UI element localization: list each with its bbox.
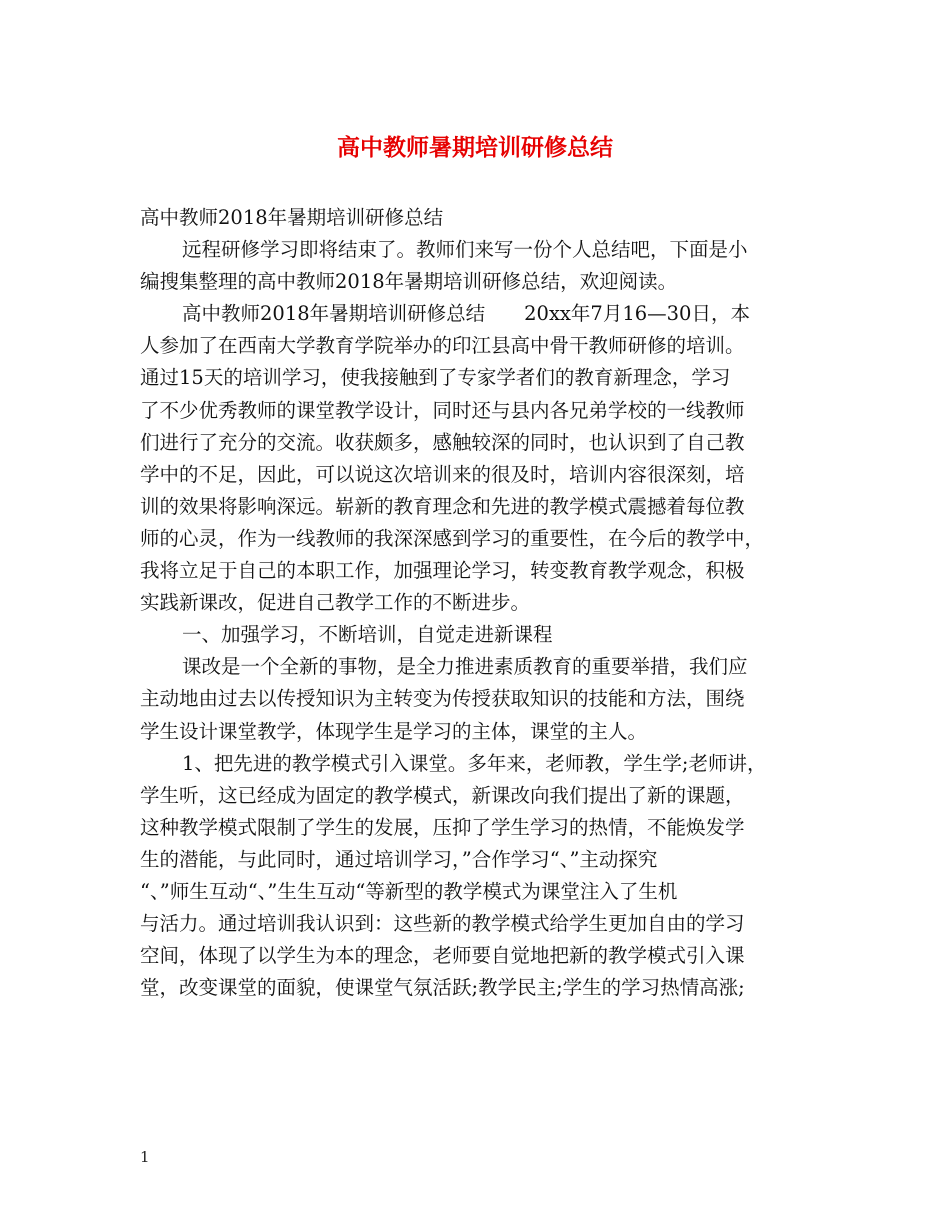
paragraph-line: 课改是一个全新的事物，是全力推进素质教育的重要举措，我们应 — [182, 655, 748, 679]
paragraph-line: 了不少优秀教师的课堂教学设计，同时还与县内各兄弟学校的一线教师 — [140, 398, 745, 422]
paragraph-line: 1、把先进的教学模式引入课堂。多年来，老师教，学生学;老师讲， — [182, 751, 767, 775]
paragraph-line: 空间，体现了以学生为本的理念，老师要自觉地把新的教学模式引入课 — [140, 944, 745, 968]
paragraph-line: 与活力。通过培训我认识到：这些新的教学模式给学生更加自由的学习 — [140, 912, 745, 936]
paragraph-line: 我将立足于自己的本职工作，加强理论学习，转变教育教学观念，积极 — [140, 559, 745, 583]
paragraph-line: 通过15天的培训学习，使我接触到了专家学者们的教育新理念，学习 — [140, 366, 731, 390]
section-heading: 一、加强学习，不断培训，自觉走进新课程 — [182, 623, 553, 647]
paragraph-line: 学生听，这已经成为固定的教学模式，新课改向我们提出了新的课题， — [140, 783, 745, 807]
paragraph-line: 学生设计课堂教学，体现学生是学习的主体，课堂的主人。 — [140, 719, 648, 743]
page-number: 1 — [140, 1148, 150, 1166]
paragraph-line: 生的潜能，与此同时，通过培训学习，”合作学习“、”主动探究 — [140, 847, 658, 871]
paragraph-line: 训的效果将影响深远。崭新的教育理念和先进的教学模式震撼着每位教 — [140, 494, 745, 518]
paragraph-line: 远程研修学习即将结束了。教师们来写一份个人总结吧，下面是小 — [182, 238, 748, 262]
document-body — [140, 202, 820, 1004]
paragraph-line: 高中教师2018年暑期培训研修总结 20xx年7月16—30日，本 — [182, 302, 750, 326]
subtitle-line: 高中教师2018年暑期培训研修总结 — [140, 206, 444, 229]
paragraph-line: 这种教学模式限制了学生的发展，压抑了学生学习的热情，不能焕发学 — [140, 815, 745, 839]
paragraph-line: 人参加了在西南大学教育学院举办的印江县高中骨干教师研修的培训。 — [140, 334, 745, 358]
paragraph-line: 们进行了充分的交流。收获颇多，感触较深的同时，也认识到了自己教 — [140, 430, 745, 454]
paragraph-line: “、”师生互动“、”生生互动“等新型的教学模式为课堂注入了生机 — [140, 879, 678, 903]
document-title: 高中教师暑期培训研修总结 — [337, 134, 613, 161]
paragraph-line: 师的心灵，作为一线教师的我深深感到学习的重要性，在今后的教学中， — [140, 526, 765, 550]
paragraph-line: 堂，改变课堂的面貌，使课堂气氛活跃;教学民主;学生的学习热情高涨; — [140, 976, 745, 1000]
paragraph-line: 学中的不足，因此，可以说这次培训来的很及时，培训内容很深刻，培 — [140, 462, 745, 486]
paragraph-line: 实践新课改，促进自己教学工作的不断进步。 — [140, 591, 531, 615]
paragraph-line: 编搜集整理的高中教师2018年暑期培训研修总结，欢迎阅读。 — [140, 270, 678, 294]
paragraph-line: 主动地由过去以传授知识为主转变为传授获取知识的技能和方法，围绕 — [140, 687, 745, 711]
